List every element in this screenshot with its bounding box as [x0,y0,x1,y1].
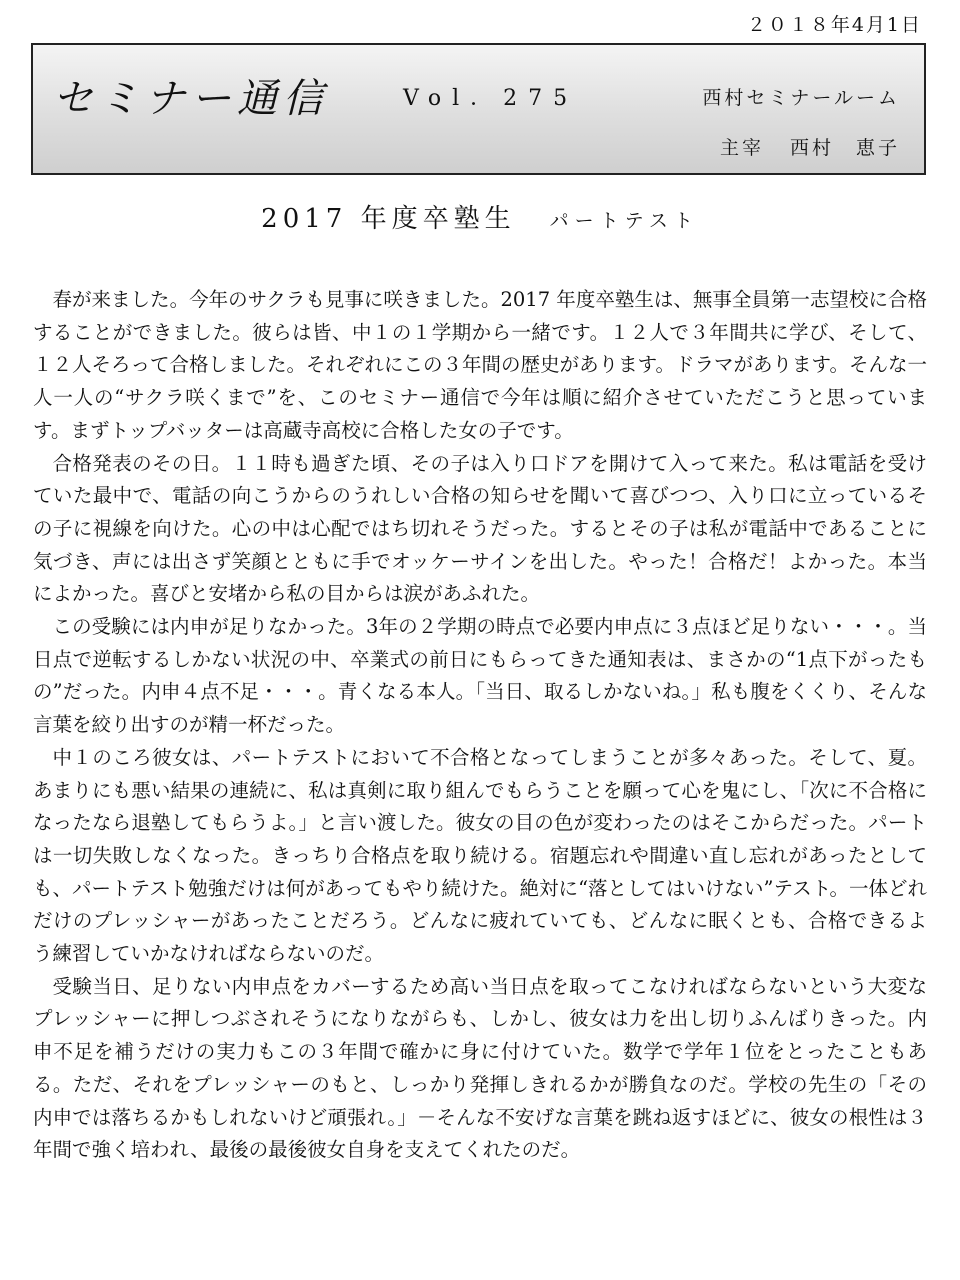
newsletter-header [31,43,926,175]
host-role: 主宰 [719,137,764,159]
organization-name: 西村セミナールーム [702,87,900,109]
host-line [720,133,900,160]
paragraph: 中１のころ彼女は、パートテストにおいて不合格となってしまうことが多々あった。そして、夏。あまりにも悪い結果の連続に、私は真剣に取り組んでもらうことを願って心を鬼にし、「次に不合格になったなら退塾してもらうよ。」と言い渡した。彼女の目の色が変わったのはそこからだった。パートは一切失敗しなくなった。きっちり合格点を取り続ける。宿題忘れや間違い直し忘れがあったとしても、パートテスト勉強だけは何があってもやり続けた。絶対に“落としてはいけない”テスト。一体どれだけのプレッシャーがあったことだろう。どんなに疲れていても、どんなに眠くとも、合格できるよう練習していかなければならないのだ。 [33,745,927,966]
article-title [0,198,960,235]
paragraph: 春が来ました。今年のサクラも見事に咲きました。2017 年度卒塾生は、無事全員第一志望校に合格することができました。彼らは皆、中１の１学期から一緒です。１２人で３年間共に学び、そして、１２人そろって合格しました。それぞれにこの３年間の歴史があります。ドラマがあります。そんな一人一人の“サクラ咲くまで”を、このセミナー通信で今年は順に紹介させていただこうと思っています。まずトップバッターは高蔵寺高校に合格した女の子です。 [33,288,927,442]
article-body [33,284,927,1167]
volume-number: Vol．275 [403,86,579,111]
article-subtitle: パートテスト [549,210,699,232]
host-name: 西村 恵子 [789,137,900,159]
issue-date: ２０１８年4月1日 [746,14,922,36]
paragraph: 受験当日、足りない内申点をカバーするため高い当日点を取ってこなければならないという大変なプレッシャーに押しつぶされそうになりながらも、しかし、彼女は力を出し切りふんばりきった。内申不足を補うだけの実力もこの３年間で確かに身に付けていた。数学で学年１位をとったこともある。ただ、それをプレッシャーのもと、しっかり発揮しきれるかが勝負なのだ。学校の先生の「その内申では落ちるかもしれないけど頑張れ。」－そんな不安げな言葉を跳ね返すほどに、彼女の根性は３年間で強く培われ、最後の最後彼女自身を支えてくれたのだ。 [33,974,927,1162]
article-heading: 2017 年度卒塾生 [261,204,516,234]
paragraph: 合格発表のその日。１１時も過ぎた頃、その子は入り口ドアを開けて入って来た。私は電話を受けていた最中で、電話の向こうからのうれしい合格の知らせを聞いて喜びつつ、入り口に立っているその子に視線を向けた。心の中は心配ではち切れそうだった。するとその子は私が電話中であることに気づき、声には出さず笑顔とともに手でオッケーサインを出した。やった！合格だ！よかった。本当によかった。喜びと安堵から私の目からは涙があふれた。 [33,451,927,606]
newsletter-title: セミナー通信 [53,76,329,122]
paragraph: この受験には内申が足りなかった。3年の２学期の時点で必要内申点に３点ほど足りない・・・。当日点で逆転するしかない状況の中、卒業式の前日にもらってきた通知表は、まさかの“1点下がったもの”だった。内申４点不足・・・。青くなる本人。「当日、取るしかないね。」私も腹をくくり、そんな言葉を絞り出すのが精一杯だった。 [33,615,927,737]
